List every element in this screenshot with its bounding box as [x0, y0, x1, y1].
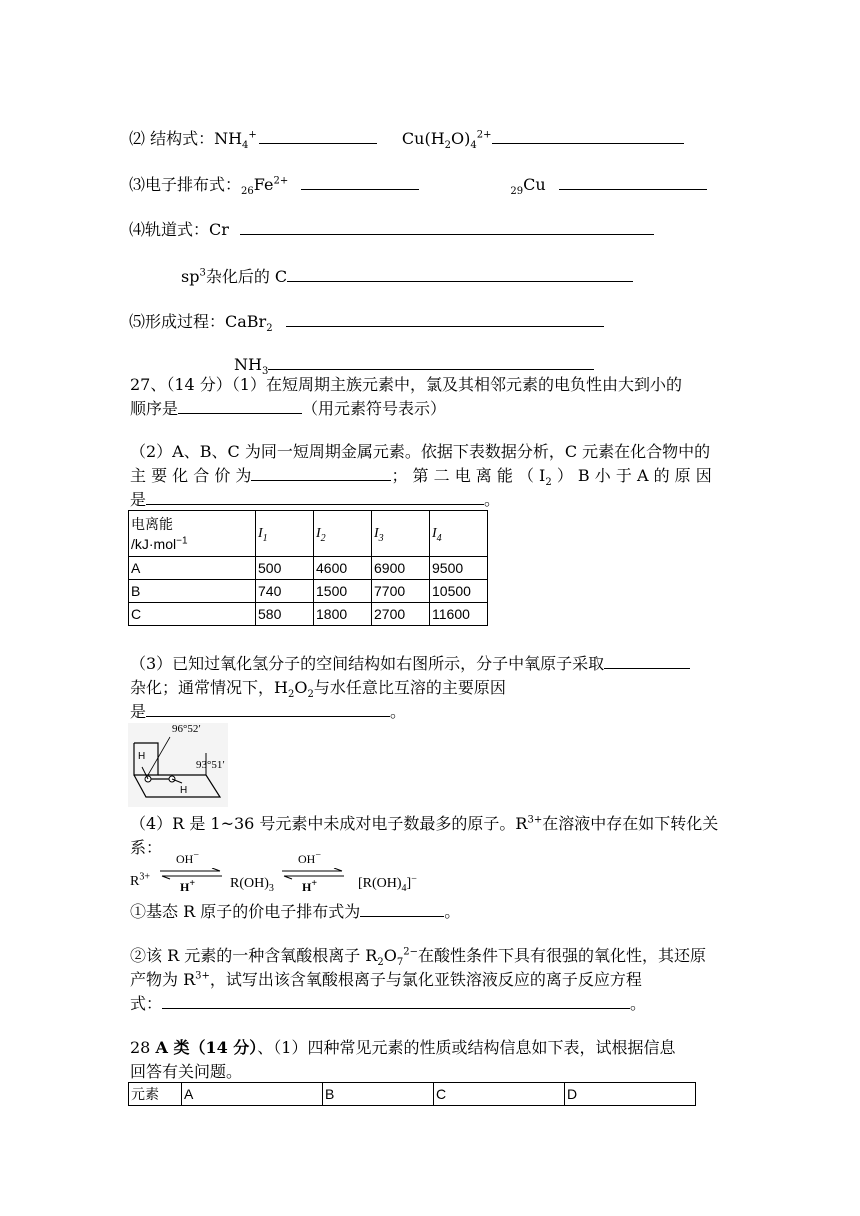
cu-sub2: 4 — [470, 140, 477, 152]
s2-line3 — [130, 992, 730, 1016]
fe-sub: 26 — [241, 186, 254, 198]
q2-line — [129, 128, 684, 150]
answer-blank[interactable] — [146, 702, 390, 717]
q5-sub: 2 — [266, 323, 273, 335]
answer-blank[interactable] — [492, 129, 684, 144]
table-cell: A — [129, 557, 256, 580]
answer-blank[interactable] — [559, 175, 707, 190]
q27-p3-line3 — [130, 700, 730, 724]
eq-oh — [176, 852, 199, 867]
p3-line1: （3）已知过氧化氢分子的空间结构如右图所示，分子中氧原子采取 — [130, 654, 605, 673]
nh3: NH — [234, 355, 262, 374]
table-row — [129, 511, 488, 557]
table-cell: 10500 — [430, 580, 488, 603]
table-cell: 1800 — [314, 603, 372, 626]
s2-line2-pre: 产物为 R — [130, 970, 196, 989]
sp3-post: 杂化后的 C — [205, 267, 288, 286]
eq-end-sup: − — [411, 873, 417, 885]
table-header-cell: C — [434, 1083, 565, 1106]
table-cell: 4600 — [314, 557, 372, 580]
q27-line2-post: （用元素符号表示） — [302, 399, 447, 418]
answer-blank[interactable] — [604, 654, 690, 669]
answer-blank[interactable] — [360, 902, 444, 917]
p3-sub2: 2 — [307, 689, 314, 701]
eq-h — [302, 880, 317, 895]
s2-line2-sup: 3+ — [195, 970, 210, 982]
h2o2-structure-figure — [128, 723, 228, 807]
q2-label: ⑵ 结构式：NH — [129, 129, 243, 148]
q27-sub2 — [130, 944, 730, 1016]
s2-sup: 2− — [403, 946, 418, 958]
eq-h-text: H — [302, 880, 312, 894]
p3-line2: 杂化；通常情况下，H — [130, 678, 288, 697]
q27-p4-line1 — [130, 812, 730, 836]
q2-sub: 4 — [242, 140, 249, 152]
table-row — [129, 580, 488, 603]
eq-roh4 — [358, 873, 417, 894]
s2-line1 — [130, 944, 730, 968]
p2-line2-pre: 主 要 化 合 价 为 — [130, 466, 252, 485]
table-header-cell: B — [323, 1083, 434, 1106]
s2-line1-pre: ②该 R 元素的一种含氧酸根离子 R — [130, 946, 378, 965]
eq-mid-text: R(OH) — [230, 876, 269, 891]
answer-blank[interactable] — [162, 994, 630, 1009]
eq-mid-sub: 3 — [268, 882, 274, 894]
q28-bold: A 类（14 分） — [155, 1038, 258, 1057]
q28-line1-post: 、（1）四种常见元素的性质或结构信息如下表，试根据信息 — [257, 1038, 676, 1057]
table-cell: 1500 — [314, 580, 372, 603]
q27-line1: 27、（14 分）（1）在短周期主族元素中，氯及其相邻元素的电负性由大到小的 — [130, 375, 682, 394]
cu: Cu — [523, 175, 546, 194]
cu-complex: Cu(H — [401, 129, 445, 148]
answer-blank[interactable] — [287, 267, 633, 282]
table-cell: 7700 — [372, 580, 430, 603]
table-row — [129, 557, 488, 580]
table-cell: 500 — [256, 557, 314, 580]
table-header-cell: A — [182, 1083, 323, 1106]
table-cell: 9500 — [430, 557, 488, 580]
eq-h-sup: + — [189, 878, 196, 889]
p2-line3-pre: 是 — [130, 490, 147, 509]
table-cell: 11600 — [430, 603, 488, 626]
fe: Fe — [253, 175, 274, 194]
eq-r — [130, 871, 150, 890]
eq-roh3 — [230, 876, 274, 892]
s1-post: 。 — [444, 902, 461, 921]
table-cell: 6900 — [372, 557, 430, 580]
eq-oh — [298, 852, 321, 867]
eq-r-sup: 3+ — [139, 871, 150, 883]
p3-line3-post: 。 — [390, 702, 407, 721]
p4-line1: （4）R 是 1~36 号元素中未成对电子数最多的原子。R — [130, 814, 528, 833]
s2-line1-post: 在酸性条件下具有很强的氧化性，其还原 — [417, 946, 706, 965]
table-header-cell: D — [565, 1083, 696, 1106]
s2-line2 — [130, 968, 730, 992]
answer-blank[interactable] — [301, 175, 419, 190]
equilibrium-equation — [130, 852, 530, 896]
answer-blank[interactable] — [240, 220, 654, 235]
q2-sup: + — [248, 129, 257, 141]
s2-o: O — [383, 946, 397, 965]
h-atom-label: H — [138, 751, 146, 762]
p4-line2: 系： — [130, 838, 163, 857]
q5-line — [129, 311, 604, 333]
eq-end-post: ] — [406, 876, 412, 891]
q3-line — [129, 174, 707, 196]
table-cell: 2700 — [372, 603, 430, 626]
eq-oh-text: OH — [298, 852, 316, 866]
table-header-cell: $I_3$ — [372, 511, 430, 557]
sp3-sup: 3 — [199, 267, 206, 279]
p2-line2-mid: ； 第 二 电 离 能 （ I — [391, 466, 546, 485]
q27-line2 — [130, 397, 730, 421]
table-header-cell — [129, 511, 256, 557]
header-label1: 电离能 — [131, 515, 173, 532]
s2-line2-post: ，试写出该含氧酸根离子与氯化亚铁溶液反应的离子反应方程 — [209, 970, 642, 989]
eq-h-sup: + — [311, 878, 318, 889]
q27-line2-pre: 顺序是 — [130, 399, 179, 418]
eq-oh-sup: − — [315, 850, 321, 861]
cu-sub: 29 — [510, 186, 524, 198]
nh3-sub: 3 — [261, 366, 269, 378]
eq-end-text: [R(OH) — [358, 876, 402, 891]
table-header-cell: $I_4$ — [430, 511, 488, 557]
cu-sup: 2+ — [476, 129, 492, 141]
equilibrium-arrow — [280, 852, 346, 896]
q28-line1 — [130, 1036, 730, 1060]
angle-label: 93°51′ — [196, 759, 225, 771]
p3-line3-pre: 是 — [130, 702, 147, 721]
s2-sub1: 2 — [377, 957, 384, 969]
s2-line3-post: 。 — [630, 994, 647, 1013]
header-label2: /kJ·mol — [131, 535, 177, 552]
eq-r-text: R — [130, 874, 140, 889]
answer-blank[interactable] — [146, 490, 484, 505]
eq-h — [180, 880, 195, 895]
q4-line — [129, 219, 654, 241]
table-cell: C — [129, 603, 256, 626]
angle-label: 96°52′ — [172, 723, 201, 735]
element-table — [128, 1082, 696, 1106]
table-cell: 580 — [256, 603, 314, 626]
cu-mid: O) — [451, 129, 471, 148]
answer-blank[interactable] — [178, 399, 302, 414]
q28-num: 28 — [130, 1038, 151, 1057]
table-row — [129, 603, 488, 626]
answer-blank[interactable] — [268, 355, 594, 370]
p2-sub: 2 — [545, 477, 552, 489]
equilibrium-arrow — [158, 852, 224, 896]
answer-blank[interactable] — [251, 466, 391, 481]
q5-label: ⑸形成过程：CaBr — [129, 312, 267, 331]
p4-sup: 3+ — [527, 814, 543, 826]
fe-sup: 2+ — [273, 175, 289, 187]
table-cell: B — [129, 580, 256, 603]
q27-intro — [130, 373, 730, 421]
p3-o: O — [294, 678, 308, 697]
sp3: sp — [181, 267, 200, 286]
q3-label: ⑶电子排布式： — [129, 175, 242, 194]
q27-part3 — [130, 652, 730, 724]
p2-line2-post: ） B 小 于 A 的 原 因 — [551, 466, 712, 485]
eq-oh-text: OH — [176, 852, 194, 866]
table-row — [129, 1083, 696, 1106]
answer-blank[interactable] — [286, 312, 604, 327]
q27-p2-line1: （2）A、B、C 为同一短周期金属元素。依据下表数据分析，C 元素在化合物中的 — [130, 442, 711, 461]
q27-p3-line2 — [130, 676, 730, 700]
eq-end-sub: 4 — [401, 882, 407, 894]
q27-p3-line1 — [130, 652, 730, 676]
header-sup: −1 — [176, 534, 188, 546]
answer-blank[interactable] — [259, 129, 377, 144]
q28-intro — [130, 1036, 730, 1084]
p4-line1-post: 在溶液中存在如下转化关 — [542, 814, 719, 833]
eq-h-text: H — [180, 880, 190, 894]
table-cell: 740 — [256, 580, 314, 603]
p2-line3-post: 。 — [484, 490, 501, 509]
q4-sp3-line — [181, 266, 633, 288]
p3-sub1: 2 — [287, 689, 295, 701]
h-atom-label: H — [180, 785, 188, 796]
table-header-cell: 元素 — [129, 1083, 182, 1106]
table-header-cell: $I_2$ — [314, 511, 372, 557]
s2-line3-pre: 式： — [130, 994, 163, 1013]
q4-label: ⑷轨道式：Cr — [129, 220, 229, 239]
table-header-cell: $I_1$ — [256, 511, 314, 557]
q27-p2-line3 — [130, 488, 730, 512]
cu-sub1: 2 — [444, 140, 452, 152]
q27-part2 — [130, 440, 730, 512]
eq-oh-sup: − — [193, 850, 199, 861]
ionization-table — [128, 510, 488, 626]
q27-p2-line2 — [130, 464, 730, 488]
q27-sub1 — [130, 900, 730, 924]
q28-line2: 回答有关问题。 — [130, 1062, 243, 1081]
p3-line2-post: 与水任意比互溶的主要原因 — [313, 678, 506, 697]
s2-sub2: 7 — [396, 957, 404, 969]
s1-pre: ①基态 R 原子的价电子排布式为 — [130, 902, 361, 921]
